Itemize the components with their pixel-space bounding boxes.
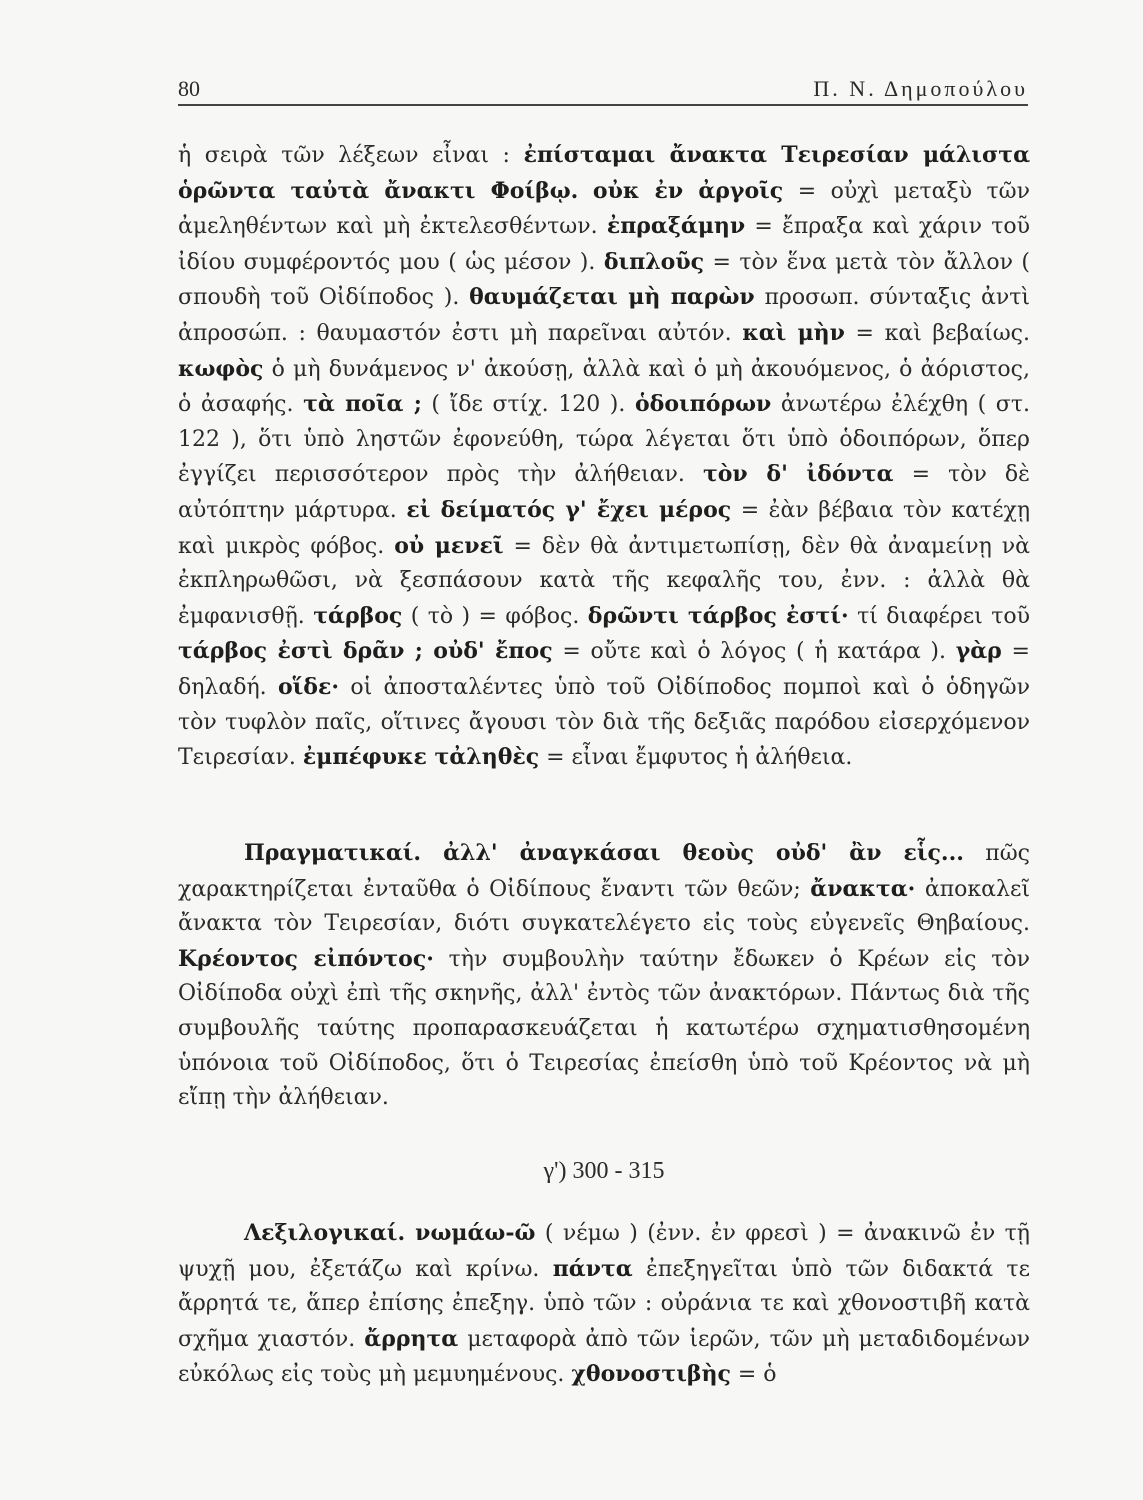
page-body [178, 138, 1030, 1388]
lemma-term: Πραγματικαί. ἀλλ' ἀναγκάσαι θεοὺς οὐδ' ἂν εἷς... [244, 840, 964, 866]
lemma-term: καὶ μὴν [742, 319, 845, 346]
commentary-text: ἀνωτέρω ἐλέχθη ( στ. 122 ), ὅτι ὑπὸ ληστῶν ἐφονεύθη, τώρα λέγεται ὅτι ὑπὸ ὁδοιπόρων, ὅπερ ἐγγίζει περισσότερον πρὸς τὴν ἀλήθειαν. [178, 392, 1030, 488]
commentary-text: = τὸν ἕνα μετὰ τὸν ἄλλον ( σπουδὴ τοῦ Οἰδίποδος ). [178, 249, 1030, 311]
commentary-text: = τὸν δὲ αὐτόπτην μάρτυρα. [178, 462, 1030, 523]
commentary-text: = ἔπραξα καὶ χάριν τοῦ ἰδίου συμφέροντός μου ( ὡς μέσον ). [178, 214, 1030, 275]
commentary-text: ( τὸ ) = φόβος. [402, 603, 588, 629]
commentary-paragraph-1 [178, 138, 1030, 796]
lemma-term: ἄρρητα [364, 1325, 459, 1352]
lemma-term: εἰ δείματός γ' ἔχει μέρος [406, 496, 732, 523]
commentary-text: οἱ ἀποσταλέντες ὑπὸ τοῦ Οἰδίποδος πομποὶ καὶ ὁ ὁδηγῶν τὸν τυφλὸν παῖς, οἵτινες ἄγουσι τὸν διὰ τῆς δεξιᾶς παρόδου εἰσερχόμενον Τειρεσίαν. [178, 674, 1030, 771]
commentary-text: = δὲν θὰ ἀντιμετωπίσῃ, δὲν θὰ ἀναμείνῃ νὰ ἐκπληρωθῶσι, νὰ ξεσπάσουν κατὰ τῆς κεφαλῆς του, ἐνν. : ἀλλὰ θὰ ἐμφανισθῇ. [178, 533, 1030, 629]
lemma-term: Κρέοντος εἰπόντος· [178, 945, 434, 972]
header-rule [178, 104, 1028, 106]
lemma-term: τάρβος ἐστὶ δρᾶν ; οὐδ' ἔπος [178, 638, 553, 665]
lemma-term: τὸν δ' ἰδόντα [702, 461, 894, 488]
commentary-text: τὴν συμβουλὴν ταύτην ἔδωκεν ὁ Κρέων εἰς τὸν Οἰδίποδα οὐχὶ ἐπὶ τῆς σκηνῆς, ἀλλ' ἐντὸς τῶν ἀνακτόρων. Πάντως διὰ τῆς συμβουλῆς ταύτης προπαρασκευάζεται ἡ κατωτέρω σχηματισθησομένη ὑπόνοια τοῦ Οἰδίποδος, ὅτι ὁ Τειρεσίας ἐπείσθη ὑπὸ τοῦ Κρέοντος νὰ μὴ εἴπῃ τὴν ἀλήθειαν. [178, 946, 1030, 1111]
commentary-text: = εἶναι ἔμφυτος ἡ ἀλήθεια. [539, 745, 853, 771]
commentary-text: = οὐχὶ μεταξὺ τῶν ἀμεληθέντων καὶ μὴ ἐκτελεσθέντων. [178, 178, 1030, 240]
commentary-text: ἐπεξηγεῖται ὑπὸ τῶν διδακτά τε ἄρρητά τε, ἅπερ ἐπίσης ἐπεξηγ. ὑπὸ τῶν : οὐράνια τε καὶ χθονοστιβῆ κατὰ σχῆμα χιαστόν. [178, 1256, 1030, 1352]
lemma-term: ἐμπέφυκε τἀληθὲς [302, 744, 540, 771]
commentary-text: = δηλαδή. [178, 639, 1030, 700]
commentary-paragraph-3 [178, 1216, 1030, 1392]
commentary-text: ἡ σειρὰ τῶν λέξεων εἶναι : [178, 143, 524, 168]
commentary-text: ὁ μὴ δυνάμενος ν' ἀκούσῃ, ἀλλὰ καὶ ὁ μὴ ἀκουόμενος, ὁ ἀόριστος, ὁ ἀσαφής. [178, 356, 1030, 418]
running-title: Π. Ν. Δημοπούλου [813, 76, 1028, 101]
lemma-term: θαυμάζεται μὴ παρὼν [469, 284, 755, 311]
lemma-term: οἵδε· [277, 673, 340, 700]
commentary-text: μεταφορὰ ἀπὸ τῶν ἱερῶν, τῶν μὴ μεταδιδομένων εὐκόλως εἰς τοὺς μὴ μεμυημένους. [178, 1326, 1030, 1388]
page-header [178, 70, 1028, 106]
section-heading: γ') 300 - 315 [543, 1158, 665, 1184]
lemma-term: ἐπραξάμην [606, 213, 746, 240]
commentary-text: προσωπ. σύνταξις ἀντὶ ἀπροσώπ. : θαυμαστόν ἐστι μὴ παρεῖναι αὐτόν. [178, 285, 1030, 346]
commentary-text: ἀποκαλεῖ ἄνακτα τὸν Τειρεσίαν, διότι συγκατελέγετο εἰς τοὺς εὐγενεῖς Θηβαίους. [178, 876, 1030, 937]
commentary-text: τί διαφέρει τοῦ [848, 603, 1030, 629]
lemma-term: δρῶντι τάρβος ἐστί· [587, 602, 849, 629]
commentary-text: πῶς χαρακτηρίζεται ἐνταῦθα ὁ Οἰδίπους ἔναντι τῶν θεῶν; [178, 841, 1030, 902]
lemma-term: οὐκ ἐν ἀργοῖς [592, 177, 784, 204]
commentary-text: = οὔτε καὶ ὁ λόγος ( ἡ κατάρα ). [552, 639, 956, 665]
page-number: 80 [178, 76, 200, 101]
commentary-text: = καὶ βεβαίως. [844, 320, 1030, 346]
lemma-term: τὰ ποῖα ; [303, 391, 422, 418]
lemma-term: κωφὸς [178, 355, 264, 382]
lemma-term: ὁδοιπόρων [635, 391, 772, 418]
lemma-term: Λεξιλογικαί. νωμάω-ῶ [244, 1220, 536, 1246]
lemma-term: διπλοῦς [603, 248, 705, 275]
lemma-term: γὰρ [955, 638, 1002, 665]
lemma-term: χθονοστιβὴς [571, 1361, 731, 1388]
lemma-term: τάρβος [313, 602, 403, 629]
lemma-term: ἐπίσταμαι ἄνακτα Τειρεσίαν μάλιστα ὁρῶντα ταὐτὰ ἄνακτι Φοίβῳ. [178, 142, 1030, 204]
lemma-term: οὐ μενεῖ [394, 532, 504, 559]
commentary-paragraph-2 [178, 836, 1030, 1116]
commentary-text: = ἐὰν βέβαια τὸν κατέχῃ καὶ μικρὸς φόβος. [178, 497, 1030, 559]
lemma-term: ἄνακτα· [810, 875, 916, 902]
lemma-term: πάντα [552, 1255, 633, 1282]
commentary-text [578, 179, 593, 204]
commentary-text: ( ἴδε στίχ. 120 ). [421, 392, 635, 418]
commentary-text: ( νέμω ) (ἐνν. ἐν φρεσὶ ) = ἀνακινῶ ἐν τῇ ψυχῇ μου, ἐξετάζω καὶ κρίνω. [178, 1221, 1030, 1282]
commentary-text: = ὁ [730, 1362, 777, 1388]
